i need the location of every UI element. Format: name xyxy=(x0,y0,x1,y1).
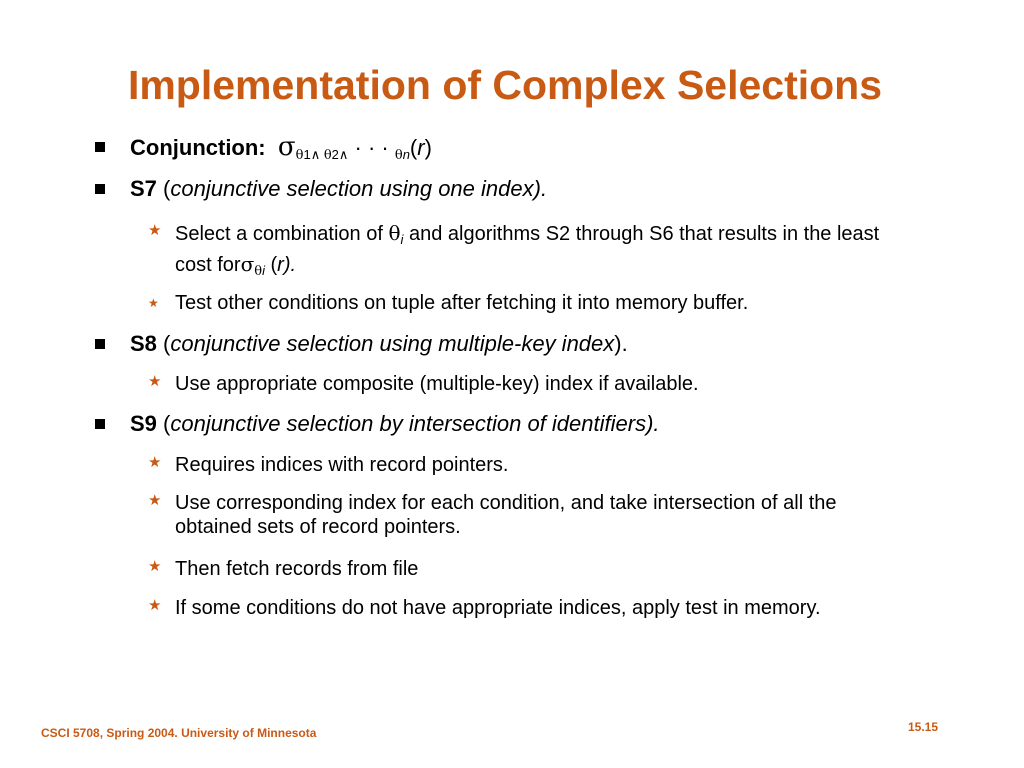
s9-description: conjunctive selection by intersection of identifiers). xyxy=(170,411,660,436)
text-mid: and algorithms S2 through S6 that results in the least cost for xyxy=(175,223,880,276)
star-bullet-icon: ★ xyxy=(148,222,162,239)
slide-number: 15.15 xyxy=(908,720,939,734)
close-paren: ). xyxy=(614,331,628,356)
sub-bullet-text xyxy=(175,221,915,284)
text-open: ( xyxy=(264,254,278,276)
sub-bullet-text: Then fetch records from file xyxy=(175,558,419,580)
text-pre: Select a combination of xyxy=(175,223,389,245)
sigma-symbol: σ xyxy=(240,252,255,276)
sigma-symbol: σ xyxy=(277,132,296,162)
s8-description: conjunctive selection using multiple-key index xyxy=(170,331,615,356)
square-bullet-icon xyxy=(95,339,105,349)
theta-symbol: θ xyxy=(394,148,403,163)
open-paren: ( xyxy=(163,176,171,201)
square-bullet-icon xyxy=(95,142,105,152)
star-bullet-icon: ★ xyxy=(148,492,162,509)
open-paren: ( xyxy=(163,331,171,356)
sub-bullet-text: If some conditions do not have appropriate indices, apply test in memory. xyxy=(175,597,821,619)
theta-symbol: θ xyxy=(254,264,263,279)
bullet-text xyxy=(130,411,660,437)
theta-index: i xyxy=(262,263,265,278)
open-paren: ( xyxy=(163,411,171,436)
and-symbol: ∧ xyxy=(338,148,349,163)
sub-bullet-text: Test other conditions on tuple after fetching it into memory buffer. xyxy=(175,292,749,314)
bullet-text xyxy=(130,331,628,357)
formula-sub-n: n xyxy=(402,147,410,162)
footer-course-label: CSCI 5708, Spring 2004. University of Minnesota xyxy=(41,726,317,740)
formula-dots: · · · xyxy=(354,135,389,160)
bullet-text: Conjunction: $\sigma_{\theta 1\wedge \theta 2\wedge}$ · · · $_{\theta n}$(r) xyxy=(130,132,432,163)
sub-bullet-text: Requires indices with record pointers. xyxy=(175,454,509,476)
relation-r: r). xyxy=(277,254,297,276)
formula-arg: r xyxy=(417,135,425,160)
theta-symbol: θ xyxy=(295,148,304,163)
square-bullet-icon xyxy=(95,419,105,429)
s9-label: S9 xyxy=(130,411,157,436)
and-symbol: ∧ xyxy=(310,148,321,163)
star-bullet-icon: ★ xyxy=(148,373,162,390)
bullet-text xyxy=(130,176,547,202)
conjunction-label: Conjunction: xyxy=(130,135,266,160)
s7-label: S7 xyxy=(130,176,157,201)
formula-sub-2: 2 xyxy=(331,147,339,162)
s7-description: conjunctive selection using one index). xyxy=(170,176,548,201)
theta-symbol: θ xyxy=(323,148,332,163)
star-bullet-icon: ★ xyxy=(148,296,159,310)
star-bullet-icon: ★ xyxy=(148,597,162,614)
theta-symbol: θ xyxy=(388,221,401,245)
formula-sub-1: 1 xyxy=(303,147,311,162)
s8-label: S8 xyxy=(130,331,157,356)
star-bullet-icon: ★ xyxy=(148,454,162,471)
theta-index: i xyxy=(400,232,404,247)
sub-bullet-text: Use corresponding index for each condition, and take intersection of all the obtained sets of record pointers. xyxy=(175,492,837,538)
sub-bullet-text: Use appropriate composite (multiple-key) index if available. xyxy=(175,373,699,395)
square-bullet-icon xyxy=(95,184,105,194)
star-bullet-icon: ★ xyxy=(148,558,162,575)
slide-title: Implementation of Complex Selections xyxy=(127,62,883,108)
open-paren: ( xyxy=(409,135,418,160)
